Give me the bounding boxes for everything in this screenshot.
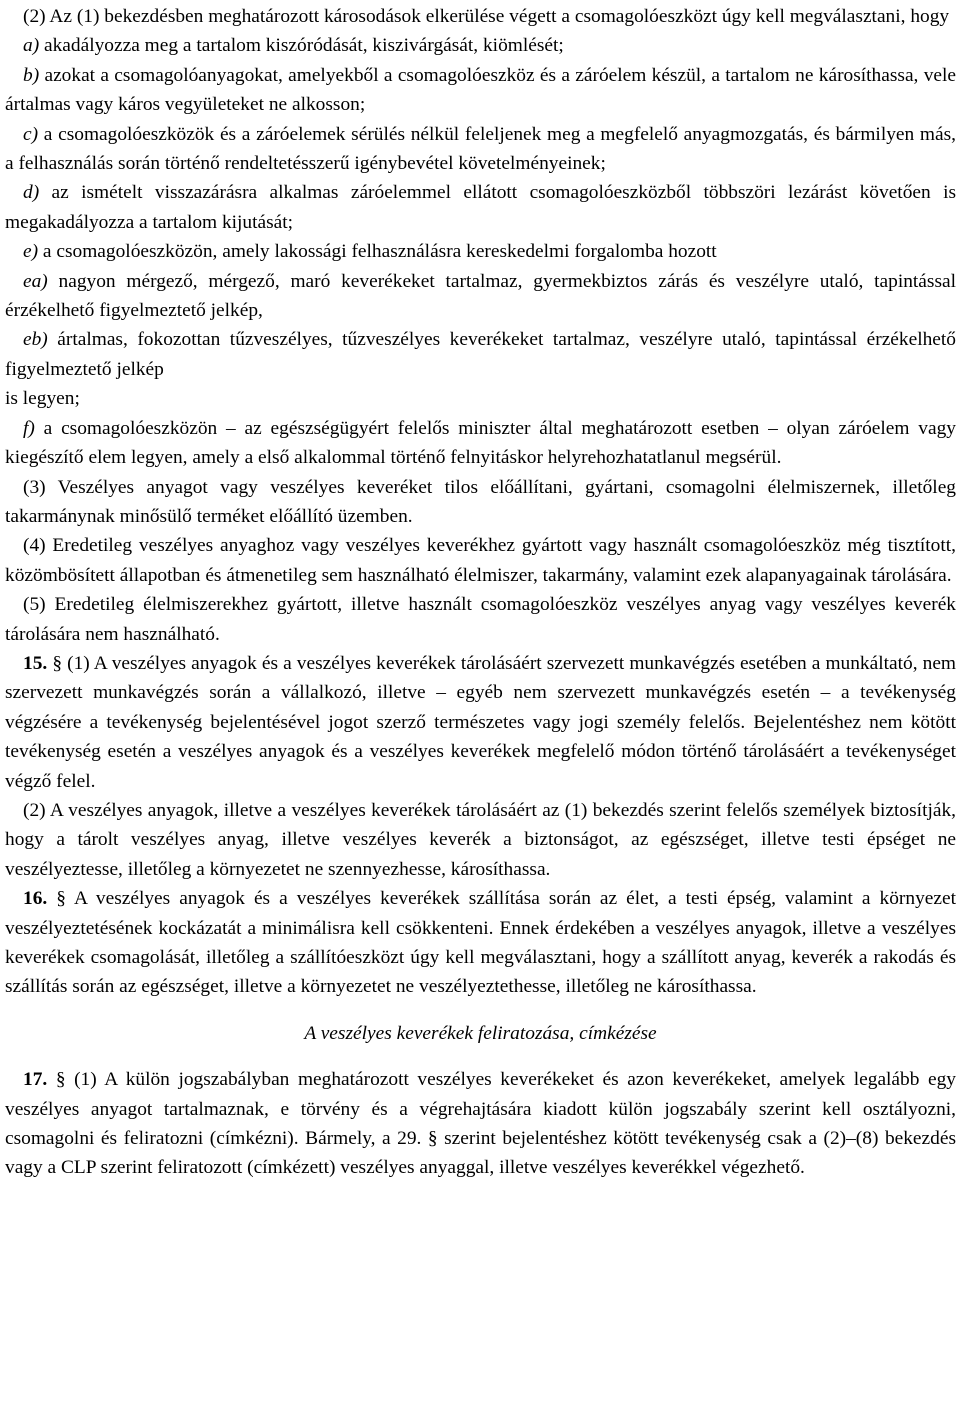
item-label: f)	[23, 417, 35, 439]
item-text: ártalmas, fokozottan tűzveszélyes, tűzveszélyes keverékeket tartalmaz, veszélyre utaló, tapintással érzékelhető figyelmeztető jelkép	[5, 329, 956, 380]
item-label: b)	[23, 64, 40, 86]
list-item-c	[5, 120, 956, 179]
item-label: ea)	[23, 270, 48, 292]
section-text: (1) A veszélyes anyagok és a veszélyes keverékek tárolásáért szervezett munkavégzés esetében a munkáltató, nem szervezett munkavégzés során a vállalkozó, illetve – egyéb nem szervezett munkavégzés esetén – a tevékenység végzésére a tevékenység bejelentésével jogot szerző természetes vagy jogi személy felelős. Bejelentéshez nem kötött tevékenység esetén a veszélyes anyagok és a veszélyes keverékek megfelelő módon történő tárolásáért a tevékenységet végző felel.	[5, 652, 957, 792]
section-text: A veszélyes anyagok és a veszélyes keverékek szállítása során az élet, a testi épség, valamint a környezet veszélyeztetésének kockázatát a minimálisra kell csökkenteni. Ennek érdekében a veszélyes anyagok, illetve a veszélyes keverékek csomagolását, illetőleg a szállítóeszközt úgy kell megválasztani, hogy a szállított anyag, keverék a rakodás és szállítás során az egészséget, illetve a környezetet ne veszélyeztethesse, illetőleg ne károsíthassa.	[5, 888, 956, 998]
item-text: az ismételt visszazárásra alkalmas záróelemmel ellátott csomagolóeszközből többszöri lezárást követően is megakadályozza a tartalom kijutását;	[5, 182, 956, 233]
item-text: a csomagolóeszközön, amely lakossági felhasználásra kereskedelmi forgalomba hozott	[38, 241, 717, 263]
item-label: eb)	[23, 329, 48, 351]
section-15	[5, 649, 956, 796]
section-17	[5, 1065, 956, 1183]
list-item-eb	[5, 325, 956, 384]
section-number: 16.	[23, 888, 48, 910]
subsection-heading: A veszélyes keverékek feliratozása, címkézése	[304, 1022, 657, 1044]
paragraph-5: (5) Eredetileg élelmiszerekhez gyártott, illetve használt csomagolóeszköz veszélyes anyag vagy veszélyes keverék tárolására nem használható.	[5, 594, 956, 645]
item-label: e)	[23, 241, 39, 263]
item-label: c)	[23, 123, 39, 145]
section-15-paragraph-2: (2) A veszélyes anyagok, illetve a veszélyes keverékek tárolásáért az (1) bekezdés szerint felelős személyek biztosítják, hogy a tárolt veszélyes anyag, illetve veszélyes keverék a biztonságot, az egészséget, illetve testi épséget ne veszélyeztesse, illetőleg a környezetet ne szennyezhesse, károsíthassa.	[5, 799, 956, 880]
section-sign: §	[47, 1069, 75, 1091]
paragraph-4: (4) Eredetileg veszélyes anyaghoz vagy veszélyes keverékhez gyártott vagy használt csomagolóeszköz még tisztított, közömbösített állapotban és átmenetileg sem használható élelmiszer, takarmány, valamint ezek alapanyagainak tárolására.	[5, 535, 956, 586]
paragraph-2: (2) Az (1) bekezdésben meghatározott károsodások elkerülése végett a csomagolóeszközt úgy kell megválasztani, hogy	[23, 6, 950, 27]
item-text: azokat a csomagolóanyagokat, amelyekből a csomagolóeszköz és a záróelem készül, a tartalom ne károsíthassa, vele ártalmas vagy káros vegyületeket ne alkosson;	[5, 64, 956, 116]
list-item-e-tail: is legyen;	[5, 388, 80, 410]
item-text: a csomagolóeszközök és a záróelemek sérülés nélkül feleljenek meg a megfelelő anyagmozgatás, és bármilyen más, a felhasználás során történő rendeltetésszerű igénybevétel követelményeinek;	[5, 123, 956, 175]
section-sign: §	[47, 888, 74, 910]
list-item-a	[5, 31, 956, 60]
section-16	[5, 884, 956, 1002]
section-number: 15.	[23, 652, 48, 674]
section-number: 17.	[23, 1069, 48, 1091]
list-item-d	[5, 178, 956, 237]
list-item-e	[5, 237, 956, 266]
list-item-f	[5, 414, 956, 473]
list-item-b	[5, 61, 956, 120]
item-label: a)	[23, 35, 40, 57]
section-text: (1) A külön jogszabályban meghatározott veszélyes keverékeket és azon keverékeket, amelyek legalább egy veszélyes anyagot tartalmaznak, e törvény és a végrehajtására kiadott külön jogszabály szerint kell osztályozni, csomagolni és feliratozni (címkézni). Bármely, a 29. § szerint bejelentéshez kötött tevékenység csak a (2)–(8) bekezdés vagy a CLP szerint feliratozott (címkézett) veszélyes anyaggal, illetve veszélyes keverékkel végezhető.	[5, 1069, 956, 1179]
item-label: d)	[23, 182, 40, 204]
list-item-ea	[5, 267, 956, 326]
section-sign: §	[47, 652, 68, 674]
item-text: akadályozza meg a tartalom kiszóródását, kiszivárgását, kiömlését;	[39, 35, 564, 57]
paragraph-3: (3) Veszélyes anyagot vagy veszélyes keveréket tilos előállítani, gyártani, csomagolni élelmiszernek, illetőleg takarmánynak minősülő terméket előállító üzemben.	[5, 476, 956, 527]
item-text: nagyon mérgező, mérgező, maró keverékeket tartalmaz, gyermekbiztos zárás és veszélyre utaló, tapintással érzékelhető figyelmeztető jelkép,	[5, 270, 956, 322]
item-text: a csomagolóeszközön – az egészségügyért felelős miniszter által meghatározott esetben – olyan záróelem vagy kiegészítő elem legyen, amely a első alkalommal történő felnyitáskor helyrehozhatatlanul megsérül.	[5, 417, 956, 469]
